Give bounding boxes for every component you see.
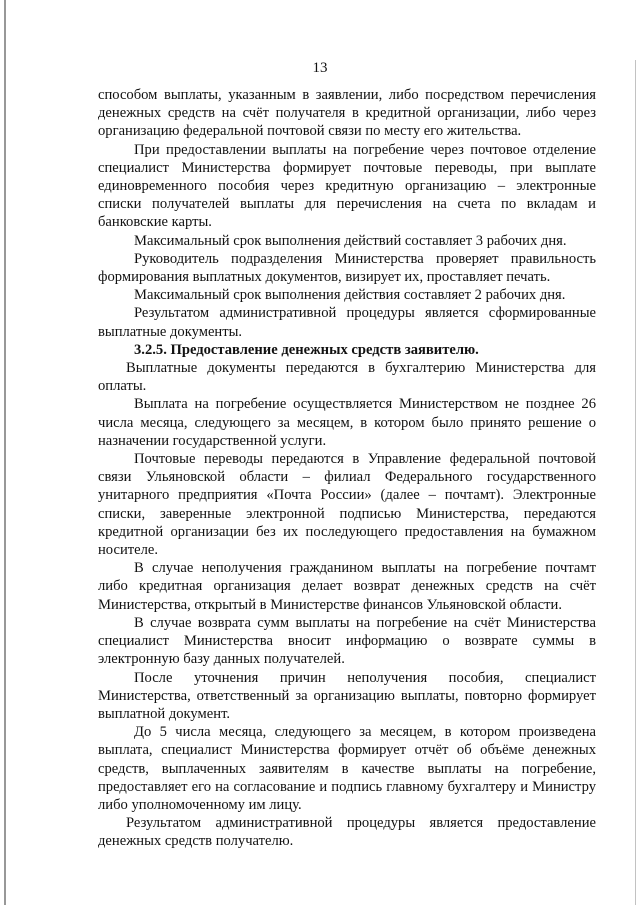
paragraph: Выплата на погребение осуществляется Министерством не позднее 26 числа месяца, следующего за месяцем, в котором было принято решение о назначении государственной услуги.: [98, 396, 596, 449]
paragraph: Максимальный срок выполнения действия составляет 2 рабочих дня.: [134, 287, 566, 304]
section-heading: 3.2.5. Предоставление денежных средств заявителю.: [134, 341, 479, 358]
paragraph: Руководитель подразделения Министерства проверяет правильность формирования выплатных документов, визирует их, проставляет печать.: [98, 250, 596, 286]
paragraph: В случае возврата сумм выплаты на погребение на счёт Министерства специалист Министерства вносит информацию о возврате суммы в электронную базу данных получателей.: [98, 614, 596, 668]
scan-edge-right: [635, 60, 636, 905]
paragraph: Почтовые переводы передаются в Управление федеральной почтовой связи Ульяновской области – филиал Федерального государственного унитарного предприятия «Почта России» (далее – почтамт). Электронные списки, заверенные электронной подписью Министерства, передаются кредитной организации без их последующего предоставления на бумажном носителе.: [98, 451, 596, 559]
paragraph: После уточнения причин неполучения пособия, специалист Министерства, ответственный за организацию выплаты, повторно формирует выплатной документ.: [98, 669, 596, 722]
page-number: 13: [312, 60, 328, 76]
paragraph: Результатом административной процедуры является предоставление денежных средств получателю.: [98, 815, 596, 850]
paragraph: Максимальный срок выполнения действий составляет 3 рабочих дня.: [134, 232, 567, 249]
paragraph: При предоставлении выплаты на погребение через почтовое отделение специалист Министерства формирует почтовые переводы, при выплате единовременного пособия через кредитную организацию – электронные списки получателей выплаты для перечисления на счета по вкладам и банковские карты.: [98, 141, 596, 231]
paragraph: В случае неполучения гражданином выплаты на погребение почтамт либо кредитная организация делает возврат денежных средств на счёт Министерства, открытый в Министерстве финансов Ульяновской области.: [98, 560, 596, 613]
paragraph: способом выплаты, указанным в заявлении, либо посредством перечисления денежных средств на счёт получателя в кредитной организации, либо через организацию федеральной почтовой связи по месту его жительства.: [98, 87, 596, 140]
paragraph: Выплатные документы передаются в бухгалтерию Министерства для оплаты.: [98, 360, 596, 395]
paragraph: До 5 числа месяца, следующего за месяцем, в котором произведена выплата, специалист Министерства формирует отчёт об объёме денежных средств, выплаченных заявителям в качестве выплаты на погребение, предоставляет его на согласование и подпись главному бухгалтеру и Министру либо уполномоченному им лицу.: [98, 724, 596, 813]
document-body: [98, 86, 596, 851]
scan-edge-left: [4, 0, 6, 905]
paragraph: Результатом административной процедуры является сформированные выплатные документы.: [98, 305, 596, 340]
